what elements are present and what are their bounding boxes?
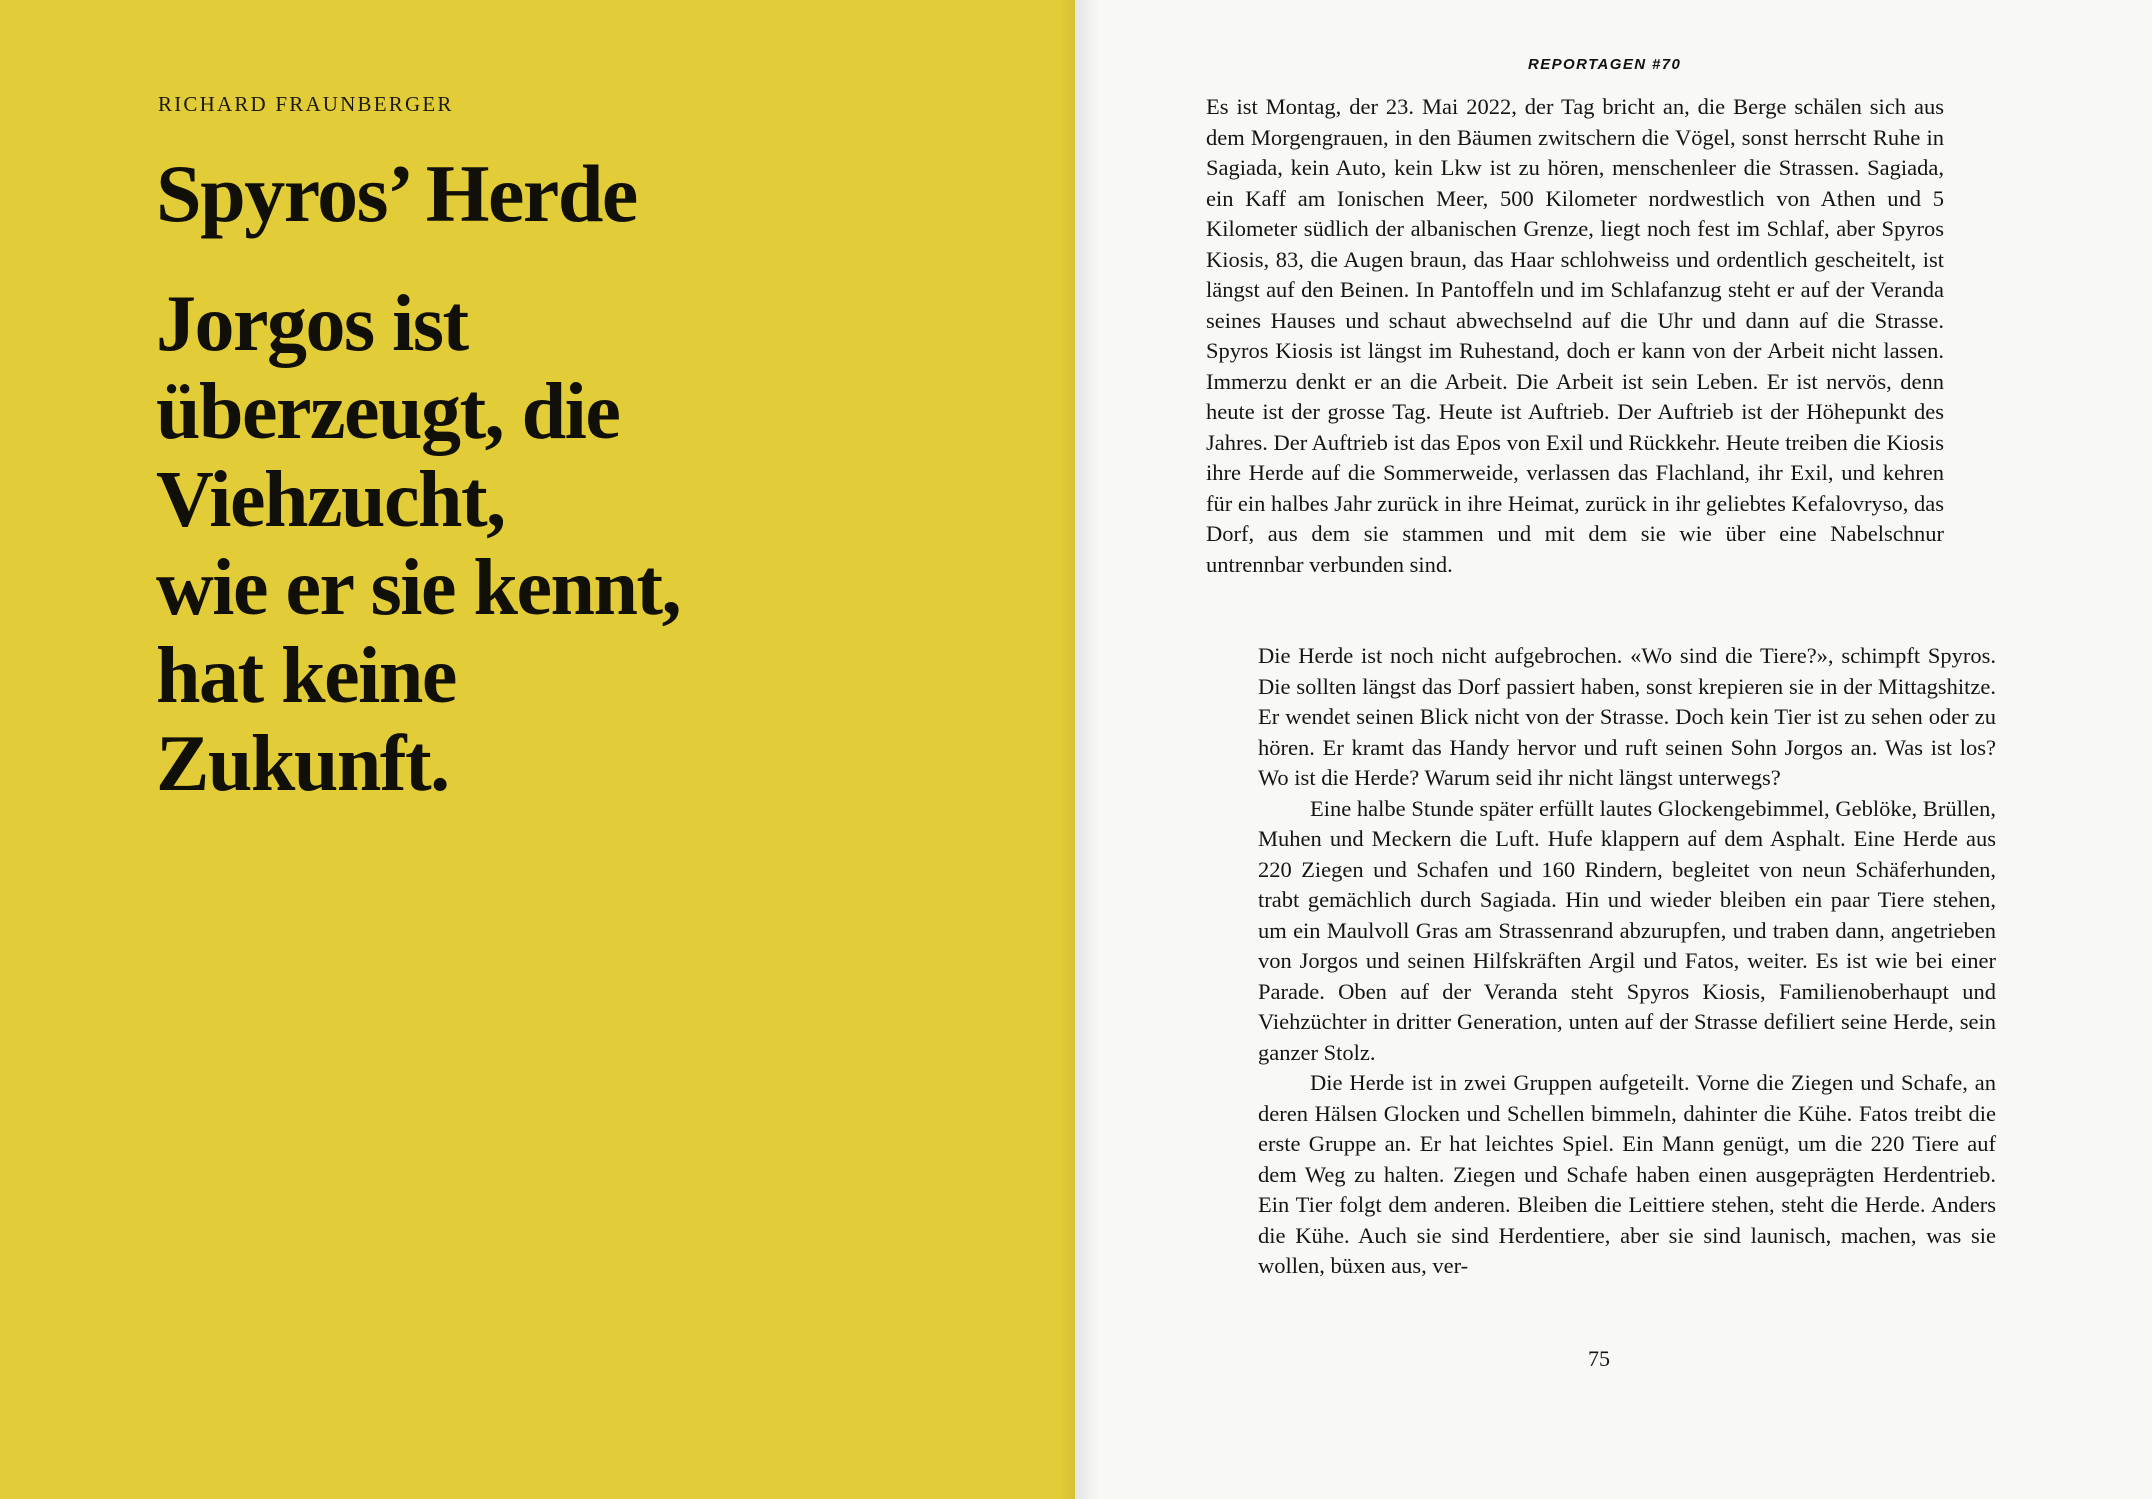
body-paragraph: Die Herde ist in zwei Gruppen aufgeteilt. Vorne die Ziegen und Schafe, an deren Hälsen Glocken und Schellen bimmeln, dahinter die Kühe. Fatos treibt die erste Gruppe an. Er hat leichtes Spiel. Ein Mann genügt, um die 220 Tiere auf dem Weg zu halten. Ziegen und Schafe haben einen ausgeprägten Herdentrieb. Ein Tier folgt dem anderen. Bleiben die Leittiere stehen, steht die Herde. Anders die Kühe. Auch sie sind Herdentiere, aber sie sind launisch, machen, was sie wollen, büxen aus, ver- xyxy=(1258,1070,1996,1278)
running-head: REPORTAGEN #70 xyxy=(1528,56,1682,73)
page-number: 75 xyxy=(1588,1346,1610,1371)
right-gutter-shadow xyxy=(1075,0,1099,1499)
body-paragraph: Eine halbe Stunde später erfüllt lautes Glockengebimmel, Geblöke, Brüllen, Muhen und Meckern die Luft. Hufe klappern auf dem Asphalt. Eine Herde aus 220 Ziegen und Schafen und 160 Rindern, begleitet von neun Schäferhunden, trabt gemächlich durch Sagiada. Hin und wieder bleiben ein paar Tiere stehen, um ein Maulvoll Gras am Strassenrand abzurupfen, und traben dann, angetrieben von Jorgos und seinen Hilfskräften Argil und Fatos, weiter. Es ist wie bei einer Parade. Oben auf der Veranda steht Spyros Kiosis, Familienoberhaupt und Viehzüchter in dritter Generation, unten auf der Strasse defiliert seine Herde, sein ganzer Stolz. xyxy=(1258,795,1996,1065)
left-page xyxy=(0,0,1075,1499)
body-column xyxy=(1258,641,1996,1282)
article-title: Spyros’ Herde xyxy=(156,148,637,239)
body-paragraph-intro: Es ist Montag, der 23. Mai 2022, der Tag bricht an, die Berge schälen sich aus dem Morgengrauen, in den Bäumen zwitschern die Vögel, sonst herrscht Ruhe in Sagiada, kein Auto, kein Lkw ist zu hören, menschenleer die Strassen. Sagiada, ein Kaff am Ionischen Meer, 500 Kilometer nordwestlich von Athen und 5 Kilometer südlich der albanischen Grenze, liegt noch fest im Schlaf, aber Spyros Kiosis, 83, die Augen braun, das Haar schlohweiss und ordentlich gescheitelt, ist längst auf den Beinen. In Pantoffeln und im Schlafanzug steht er auf der Veranda seines Hauses und schaut abwechselnd auf die Uhr und dann auf die Strasse. Spyros Kiosis ist längst im Ruhestand, doch er kann von der Arbeit nicht lassen. Immerzu denkt er an die Arbeit. Die Arbeit ist sein Leben. Er ist nervös, denn heute ist der grosse Tag. Heute ist Auftrieb. Der Auftrieb ist der Höhepunkt des Jahres. Der Auftrieb ist das Epos von Exil und Rückkehr. Heute treiben die Kiosis ihre Herde auf die Sommerweide, verlassen das Flachland, ihr Exil, und kehren für ein halbes Jahr zurück in ihre Heimat, zurück in ihr geliebtes Kefalovryso, das Dorf, aus dem sie stammen und mit dem sie wie über eine Nabelschnur untrennbar verbunden sind. xyxy=(1206,94,1944,577)
pull-quote-headline: Jorgos ist überzeugt, die Viehzucht, wie er sie kennt, hat keine Zukunft. xyxy=(156,280,681,808)
body-paragraph: Die Herde ist noch nicht aufgebrochen. «Wo sind die Tiere?», schimpft Spyros. Die sollten längst das Dorf passiert haben, sonst krepieren sie in der Mittagshitze. Er wendet seinen Blick nicht von der Strasse. Doch kein Tier ist zu sehen oder zu hören. Er kramt das Handy hervor und ruft seinen Sohn Jorgos an. Was ist los? Wo ist die Herde? Warum seid ihr nicht längst unterwegs? xyxy=(1258,643,1996,790)
author-name: RICHARD FRAUNBERGER xyxy=(158,92,454,116)
